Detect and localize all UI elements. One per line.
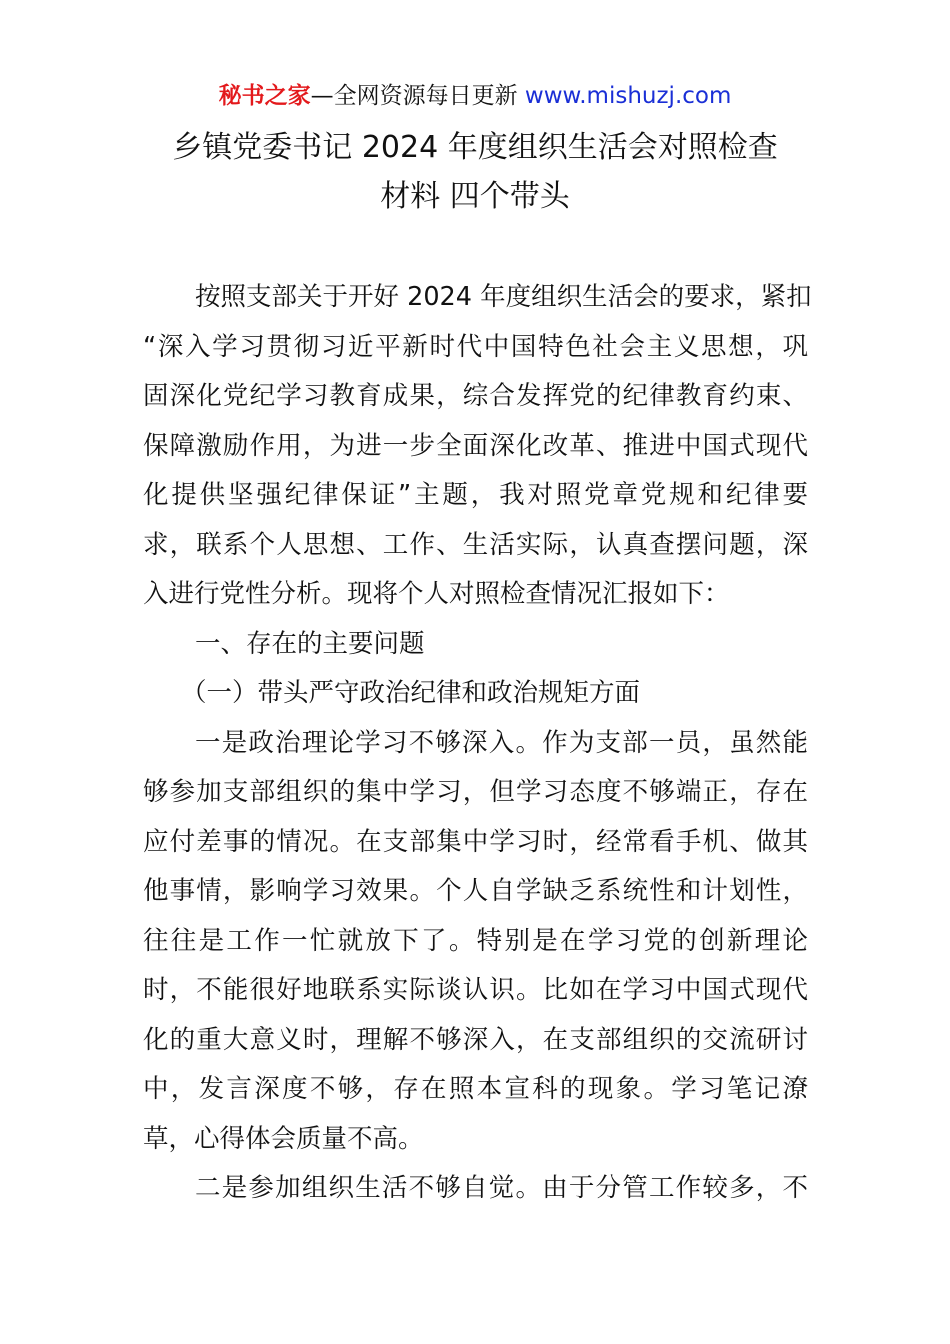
document-body [143,273,812,1214]
paragraph-1-line: 求，联系个人思想、工作、生活实际，认真查摆问题，深 [143,529,808,560]
paragraph-2-line: 化的重大意义时，理解不够深入，在支部组织的交流研讨 [143,1024,808,1055]
paragraph-2-line: 往往是工作一忙就放下了。特别是在学习党的创新理论 [143,925,808,956]
paragraph-2-line: 他事情，影响学习效果。个人自学缺乏系统性和计划性， [143,876,808,906]
paragraph-2-line: 应付差事的情况。在支部集中学习时，经常看手机、做其 [143,826,808,857]
paragraph-2-line: 中，发言深度不够，存在照本宣科的现象。学习笔记潦 [143,1074,808,1104]
paragraph-2-line: 时，不能很好地联系实际谈认识。比如在学习中国式现代 [143,975,808,1005]
header-tagline: —全网资源每日更新 [310,83,525,109]
paragraph-1-line: 按照支部关于开好 2024 年度组织生活会的要求，紧扣 [195,282,812,312]
brand-name: 秘书之家 [218,83,311,109]
paragraph-1-line: 保障激励作用，为进一步全面深化改革、推进中国式现代 [143,430,808,461]
paragraph-2-line: 一是政治理论学习不够深入。作为支部一员，虽然能 [195,727,808,758]
section-heading: 一、存在的主要问题 [195,628,425,659]
paragraph-2-line: 草，心得体会质量不高。 [143,1123,424,1154]
paragraph-3-line: 二是参加组织生活不够自觉。由于分管工作较多，不 [195,1173,808,1203]
subsection-heading: （一）带头严守政治纪律和政治规矩方面 [181,678,641,708]
paragraph-2-line: 够参加支部组织的集中学习，但学习态度不够端正，存在 [143,777,808,807]
site-header [0,80,950,112]
title-line-1: 乡镇党委书记 2024 年度组织生活会对照检查 [172,130,778,165]
document-title [145,123,805,221]
paragraph-1-line: 入进行党性分析。现将个人对照检查情况汇报如下： [143,579,730,609]
paragraph-1-line: 化提供坚强纪律保证”主题，我对照党章党规和纪律要 [143,480,808,510]
paragraph-1-line: 固深化党纪学习教育成果，综合发挥党的纪律教育约束、 [143,381,808,411]
paragraph-1-line: “深入学习贯彻习近平新时代中国特色社会主义思想，巩 [143,331,808,362]
title-line-2: 材料 四个带头 [380,179,570,214]
site-url-link[interactable]: www.mishuzj.com [524,83,732,109]
